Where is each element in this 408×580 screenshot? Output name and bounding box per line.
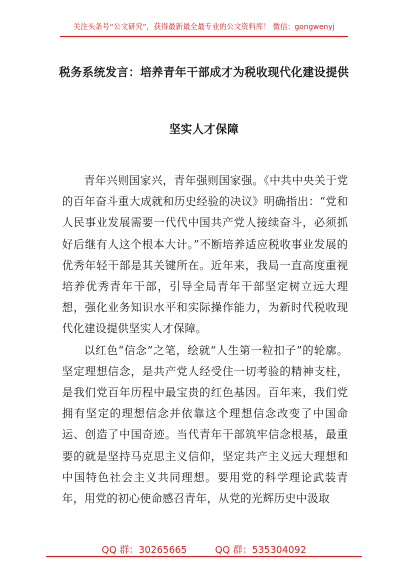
footer-qq-group-2: QQ 群：535304092: [214, 545, 307, 556]
footer-qq-group-1: QQ 群：30265665: [101, 545, 187, 556]
document-body: [62, 170, 348, 509]
footer-contact: [0, 542, 408, 556]
footer-divider: [46, 556, 362, 557]
header-divider: [60, 36, 348, 37]
document-title-line-2: 坚实人才保障: [169, 123, 239, 136]
paragraph-1: 青年兴则国家兴，青年强则国家强。《中共中央关于党的百年奋斗重大成就和历史经验的决议》明确指出：“党和人民事业发展需要一代代中国共产党人接续奋斗，必须抓好后继有人这个根本大计。”不断培养适应税收事业发展的优秀年轻干部是其关键所在。近年来，我局一直高度重视培养优秀青年干部，引导全局青年干部坚定树立远大理想，强化业务知识水平和实际操作能力，为新时代税收现代化建设提供坚实人才保障。: [62, 174, 348, 336]
document-title-line-1: 税务系统发言：培养青年干部成才为税收现代化建设提供: [59, 66, 349, 79]
header-banner: 关注头条号“公文研究”，获得最新最全最专业的公文资料库！ 微信：gongwenyj: [73, 22, 335, 31]
paragraph-2: 以红色“信念”之笔，绘就“人生第一粒扣子”的轮廓。坚定理想信念，是共产党人经受住一切考验的精神支柱，是我们党百年历程中最宝贵的红色基因。百年来，我们党拥有坚定的理想信念并依靠这个理想信念改变了中国命运、创造了中国奇迹。当代青年干部筑牢信念根基，最重要的就是坚持马克思主义信仰，坚定共产主义远大理想和中国特色社会主义共同理想。要用党的科学理论武装青年，用党的初心使命感召青年，从党的光辉历史中汲取: [62, 343, 348, 506]
